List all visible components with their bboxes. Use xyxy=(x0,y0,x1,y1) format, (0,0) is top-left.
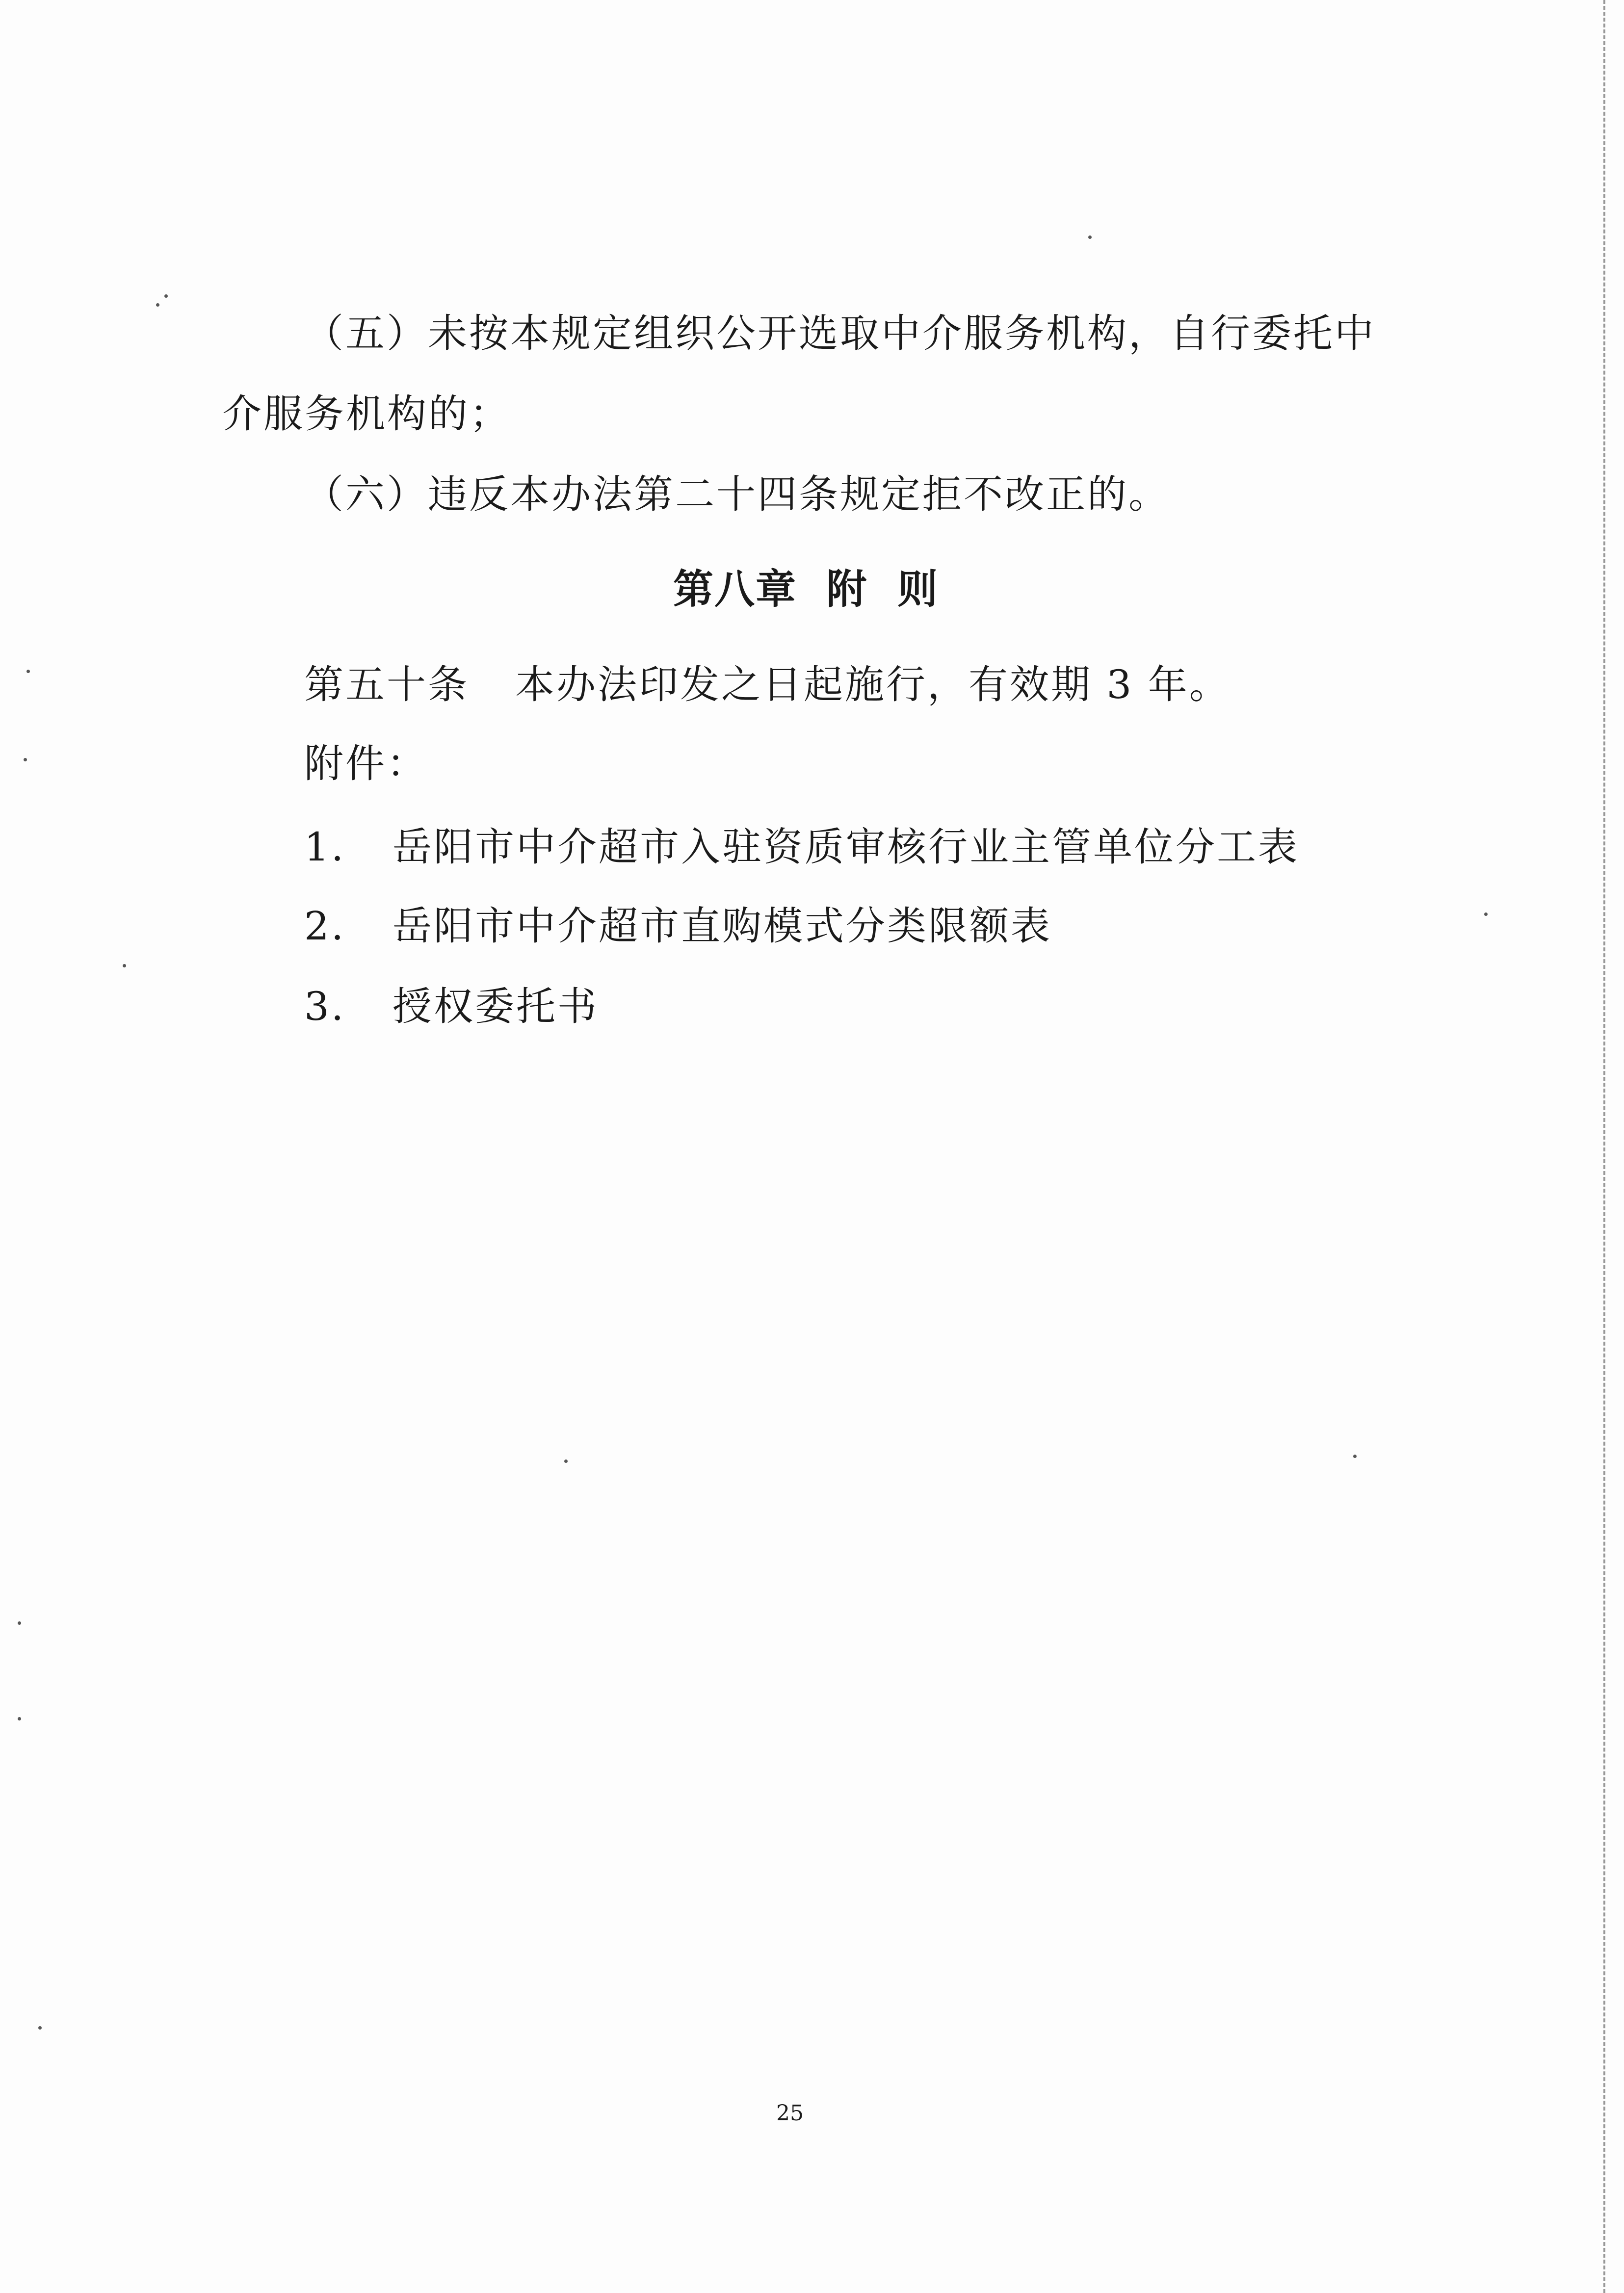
attachment-item xyxy=(304,824,1299,870)
scan-speck xyxy=(18,1717,21,1720)
attachment-item xyxy=(304,984,599,1029)
scan-speck xyxy=(123,964,126,967)
attachment-number: 3. xyxy=(304,984,346,1029)
scan-speck xyxy=(18,1621,21,1625)
article-50 xyxy=(304,662,1231,707)
scan-speck xyxy=(156,303,159,307)
scan-speck xyxy=(564,1459,568,1463)
page-number: 25 xyxy=(776,2101,804,2126)
scan-speck xyxy=(38,2026,42,2030)
scan-edge-line xyxy=(1603,0,1605,2293)
attachment-item xyxy=(304,903,1052,949)
scan-speck xyxy=(1353,1455,1357,1458)
attachment-number: 2. xyxy=(304,903,346,949)
attachment-title: 岳阳市中介超市直购模式分类限额表 xyxy=(393,903,1052,949)
attachment-title: 授权委托书 xyxy=(393,984,599,1029)
chapter-heading: 第八章 附 则 xyxy=(673,566,939,613)
article-50-text: 本办法印发之日起施行，有效期 3 年。 xyxy=(515,662,1231,707)
clause-5-line-1: （五）未按本规定组织公开选取中介服务机构，自行委托中 xyxy=(304,311,1376,356)
attachment-title: 岳阳市中介超市入驻资质审核行业主管单位分工表 xyxy=(393,824,1299,870)
scan-speck xyxy=(1484,912,1488,916)
scan-speck xyxy=(24,758,27,761)
scan-speck xyxy=(1088,235,1092,239)
attachment-number: 1. xyxy=(304,824,346,870)
scan-speck xyxy=(164,294,168,298)
article-50-label: 第五十条 xyxy=(304,662,469,707)
clause-6: （六）违反本办法第二十四条规定拒不改正的。 xyxy=(304,471,1170,517)
scan-speck xyxy=(26,670,30,673)
clause-5-line-2: 介服务机构的； xyxy=(222,391,511,437)
attachments-label: 附件： xyxy=(304,741,428,786)
